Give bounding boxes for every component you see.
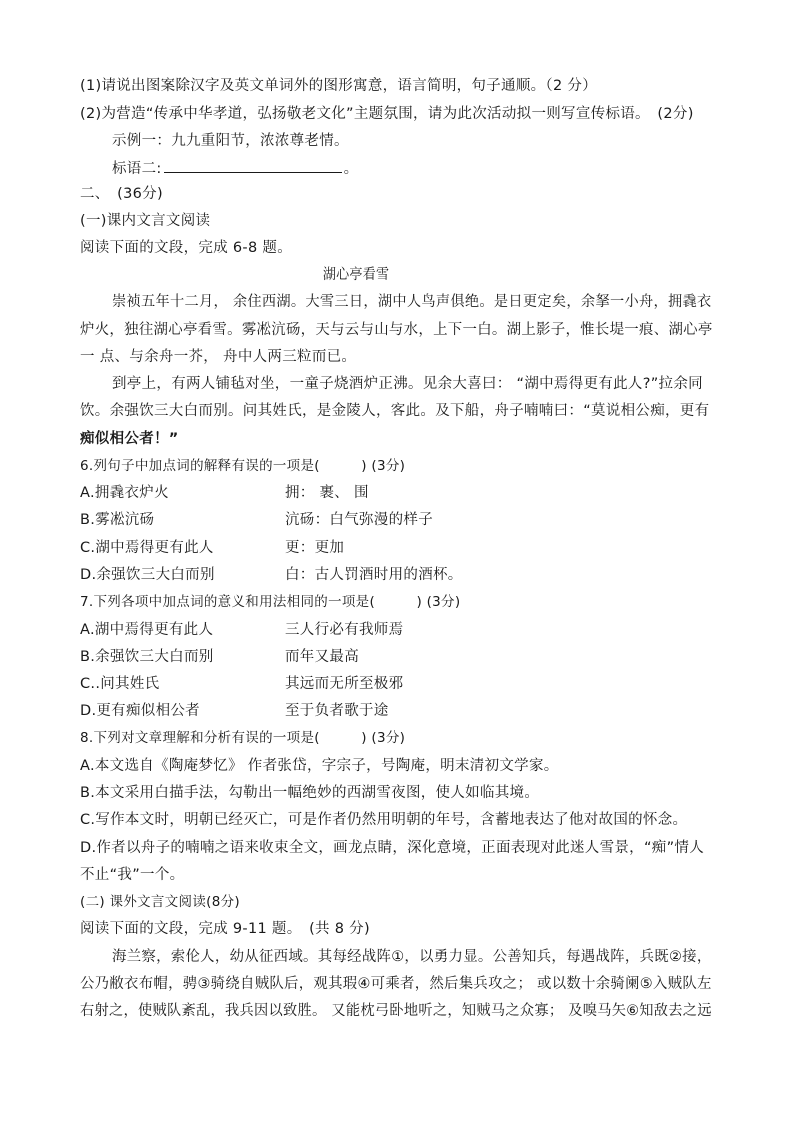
q7-option-b[interactable]: B.余强饮三大白而别 bbox=[80, 649, 214, 665]
q7-option-a[interactable]: A.湖中焉得更有此人 bbox=[80, 622, 214, 638]
passage-line: 饮。余强饮三大白而别。问其姓氏，是金陵人，客此。及下船，舟子喃喃曰：“莫说相公痴，更有 bbox=[80, 403, 710, 419]
q8-option-b[interactable]: B.本文采用白描手法，勾勒出一幅绝妙的西湖雪夜图，使人如临其境。 bbox=[80, 785, 540, 801]
part-1-title: (一)课内文言文阅读 bbox=[80, 213, 211, 229]
slogan-2-label: 标语二: bbox=[112, 161, 162, 177]
question-1: (1)请说出图案除汉字及英文单词外的图形寓意，语言简明，句子通顺。（2 分） bbox=[80, 78, 598, 94]
q6-option-a-explanation: 拥： 裹、 围 bbox=[285, 485, 369, 501]
q6-option-a[interactable]: A.拥毳衣炉火 bbox=[80, 485, 169, 501]
q6-option-c[interactable]: C.湖中焉得更有此人 bbox=[80, 540, 214, 556]
q8-option-d[interactable]: D.作者以舟子的喃喃之语来收束全文，画龙点睛，深化意境，正面表现对此迷人雪景，“痴”情人 bbox=[80, 840, 704, 856]
q7-option-c[interactable]: C..问其姓氏 bbox=[80, 676, 160, 692]
q7-option-d-compare: 至于负者歌于途 bbox=[285, 703, 389, 719]
question-2: (2)为营造“传承中华孝道，弘扬敬老文化”主题氛围，请为此次活动拟一则写宣传标语。 (2分) bbox=[80, 106, 694, 122]
slogan-2-line bbox=[112, 158, 358, 179]
q8-option-c[interactable]: C.写作本文时，明朝已经灭亡，可是作者仍然用明朝的年号，含蓄地表达了他对故国的怀念。 bbox=[80, 812, 688, 828]
passage-2-line: 海兰察，索伦人，幼从征西域。其每经战阵①，以勇力显。公善知兵，每遇战阵，兵既②接， bbox=[112, 949, 712, 965]
section-2-heading: 二、 (36分) bbox=[80, 186, 163, 202]
part-2-title: (二) 课外文言文阅读(8分) bbox=[80, 894, 240, 910]
example-slogan-1: 示例一：九九重阳节，浓浓尊老情。 bbox=[112, 133, 349, 149]
q7-option-a-compare: 三人行必有我师焉 bbox=[285, 622, 404, 638]
slogan-2-end: 。 bbox=[343, 161, 359, 177]
question-7-stem: 7.下列各项中加点词的意义和用法相同的一项是( ) (3分) bbox=[80, 594, 461, 610]
q8-option-d-continued: 不止“我”一个。 bbox=[80, 867, 185, 883]
passage-line: 一 点、与余舟一芥， 舟中人两三粒而已。 bbox=[80, 349, 357, 365]
q6-option-c-explanation: 更：更加 bbox=[285, 540, 345, 556]
passage-line: 炉火，独往湖心亭看雪。雾凇沆砀，天与云与山与水，上下一白。湖上影子，惟长堤一痕、湖心亭 bbox=[80, 322, 713, 338]
passage-line: 崇祯五年十二月， 余住西湖。大雪三日，湖中人鸟声俱绝。是日更定矣，余拏一小舟，拥毳衣 bbox=[112, 294, 712, 310]
part-2-instruction: 阅读下面的文段，完成 9-11 题。 (共 8 分) bbox=[80, 921, 370, 937]
q6-option-b[interactable]: B.雾凇沆砀 bbox=[80, 512, 155, 528]
q7-option-c-compare: 其远而无所至极邪 bbox=[285, 676, 404, 692]
passage-2-line: 右射之，使贼队紊乱，我兵因以致胜。 又能枕弓卧地听之，知贼马之众寡； 及嗅马矢⑥知敌去之远 bbox=[80, 1003, 712, 1019]
slogan-2-blank[interactable] bbox=[164, 158, 342, 173]
part-1-instruction: 阅读下面的文段，完成 6-8 题。 bbox=[80, 240, 292, 256]
passage-2-line: 公乃敝衣布帽，骋③骑绕自贼队后，观其瑕④可乘者，然后集兵攻之； 或以数十余骑阑⑤入贼队左 bbox=[80, 976, 712, 992]
q7-option-d[interactable]: D.更有痴似相公者 bbox=[80, 703, 200, 719]
passage-line: 到亭上，有两人铺毡对坐，一童子烧酒炉正沸。见余大喜曰： “湖中焉得更有此人?”拉余同 bbox=[112, 376, 703, 392]
q7-option-b-compare: 而年又最高 bbox=[285, 649, 359, 665]
question-8-stem: 8.下列对文章理解和分析有误的一项是( ) (3分) bbox=[80, 730, 406, 746]
q8-option-a[interactable]: A.本文选自《陶庵梦忆》 作者张岱，字宗子，号陶庵，明末清初文学家。 bbox=[80, 758, 559, 774]
q6-option-d[interactable]: D.余强饮三大白而别 bbox=[80, 567, 215, 583]
passage-title: 湖心亭看雪 bbox=[322, 267, 390, 283]
question-6-stem: 6.列句子中加点词的解释有误的一项是( ) (3分) bbox=[80, 458, 406, 474]
q6-option-d-explanation: 白：古人罚酒时用的酒杯。 bbox=[285, 567, 463, 583]
q6-option-b-explanation: 沆砀：白气弥漫的样子 bbox=[285, 512, 433, 528]
passage-line: 痴似相公者！” bbox=[80, 431, 179, 447]
